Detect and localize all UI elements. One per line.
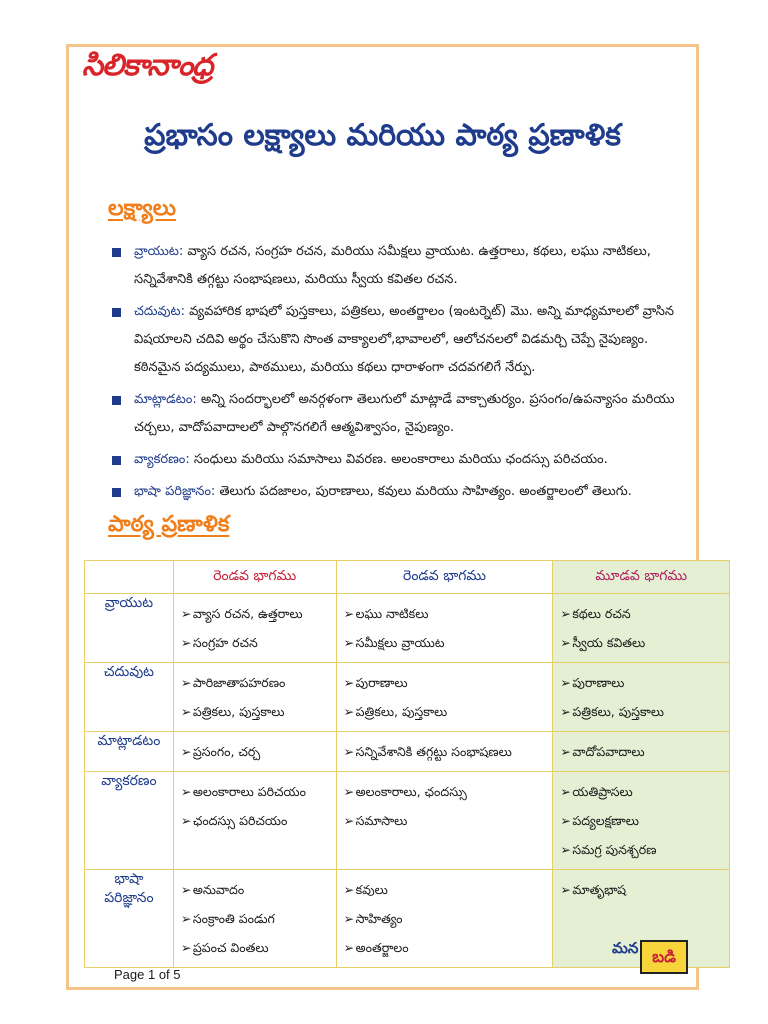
goal-item-writing (112, 238, 697, 294)
list-item: ➢ సంక్రాంతి పండుగ (181, 904, 329, 933)
arrow-bullet-icon: ➢ (343, 675, 355, 690)
arrow-bullet-icon: ➢ (343, 784, 355, 799)
list-item: ➢ మాతృభాష (560, 875, 722, 904)
list-item: ➢ సంగ్రహ రచన (181, 628, 329, 657)
table-cell (336, 663, 553, 732)
list-item: ➢ వాదోపవాదాలు (560, 737, 722, 766)
arrow-bullet-icon: ➢ (343, 882, 355, 897)
list-item: ➢ పురాణాలు (560, 668, 722, 697)
row-header: వ్రాయుట (85, 594, 174, 663)
arrow-bullet-icon: ➢ (560, 882, 571, 897)
arrow-bullet-icon: ➢ (180, 744, 192, 759)
arrow-bullet-icon: ➢ (343, 813, 355, 828)
table-cell (173, 594, 336, 663)
goal-term: మాట్లాడటం: (134, 392, 197, 407)
table-header-row (85, 561, 730, 594)
goal-desc: అన్ని సందర్భాలలో అనర్గళంగా తెలుగులో మాట్లాడే వాక్చాతుర్యం. ప్రసంగం/ఉపన్యాసం మరియు చర్చలు, వాదోపవాదాలలో పాల్గొనగలిగే ఆత్మవిశ్వాసం, నైపుణ్యం. (134, 392, 675, 435)
list-item: ➢ సన్నివేశానికి తగ్గట్టు సంభాషణలు (344, 737, 546, 766)
goal-term: వ్యాకరణం: (134, 452, 190, 467)
list-item: ➢ కవులు (344, 875, 546, 904)
table-cell (336, 594, 553, 663)
table-cell (173, 772, 336, 870)
list-item: ➢ సాహిత్యం (344, 904, 546, 933)
list-item: ➢ పారిజాతాపహరణం (181, 668, 329, 697)
list-item: ➢ వ్యాస రచన, ఉత్తరాలు (181, 599, 329, 628)
goal-term: భాషా పరిజ్ఞానం: (134, 484, 216, 499)
table-row (85, 594, 730, 663)
arrow-bullet-icon: ➢ (180, 911, 192, 926)
column-header: మూడవ భాగము (553, 561, 730, 594)
square-bullet-icon (112, 456, 121, 465)
table-cell (173, 663, 336, 732)
arrow-bullet-icon: ➢ (180, 784, 192, 799)
list-item: ➢ అలంకారాలు పరిచయం (181, 777, 329, 806)
row-header: వ్యాకరణం (85, 772, 174, 870)
goal-desc: వ్యవహారిక భాషలో పుస్తకాలు, పత్రికలు, అంతర్జాలం (ఇంటర్నెట్) మొ. అన్ని మాధ్యమాలలో వ్రాసిన విషయాలని చదివి అర్థం చేసుకొని సొంత వాక్యాలలో,భావాలలో, ఆలోచనలలో విడమర్చి చెప్పే నైపుణ్యం. కఠినమైన పద్యములు, పాఠములు, మరియు కథలు ధారాళంగా చదవగలిగే నేర్పు. (134, 304, 675, 375)
mana-logo-text: మన (612, 939, 639, 957)
list-item: ➢ పద్యలక్షణాలు (560, 806, 722, 835)
arrow-bullet-icon: ➢ (560, 704, 571, 719)
page-title: ప్రభాసం లక్ష్యాలు మరియు పాఠ్య ప్రణాళిక (144, 118, 621, 153)
list-item: ➢ లఘు నాటికలు (344, 599, 546, 628)
arrow-bullet-icon: ➢ (560, 675, 571, 690)
goal-item-grammar (112, 446, 697, 474)
arrow-bullet-icon: ➢ (560, 842, 571, 857)
syllabus-heading: పాఠ్య ప్రణాళిక (108, 512, 230, 537)
table-cell (336, 732, 553, 772)
arrow-bullet-icon: ➢ (560, 606, 571, 621)
list-item: ➢ సమీక్షలు వ్రాయుట (344, 628, 546, 657)
list-item: ➢ అలంకారాలు, ఛందస్సు (344, 777, 546, 806)
syllabus-table (84, 560, 730, 968)
goal-term: చదువుట: (134, 304, 185, 319)
arrow-bullet-icon: ➢ (560, 813, 571, 828)
list-item: ➢ సమగ్ర పునశ్చరణ (560, 835, 722, 864)
table-cell (173, 732, 336, 772)
arrow-bullet-icon: ➢ (343, 744, 355, 759)
goal-desc: సంధులు మరియు సమాసాలు వివరణ. అలంకారాలు మరియు ఛందస్సు పరిచయం. (189, 452, 608, 467)
row-header-line: పరిజ్ఞానం (104, 890, 154, 906)
arrow-bullet-icon: ➢ (343, 940, 355, 955)
table-row (85, 663, 730, 732)
siliconandhra-logo: సిలికానాంధ్ర (82, 48, 213, 83)
list-item: ➢ సమాసాలు (344, 806, 546, 835)
goal-desc: తెలుగు పదజాలం, పురాణాలు, కవులు మరియు సాహిత్యం. అంతర్జాలంలో తెలుగు. (215, 484, 632, 499)
list-item: ➢ ప్రసంగం, చర్చ (181, 737, 329, 766)
arrow-bullet-icon: ➢ (180, 675, 192, 690)
table-cell (553, 594, 730, 663)
arrow-bullet-icon: ➢ (343, 911, 355, 926)
goal-desc: వ్యాస రచన, సంగ్రహ రచన, మరియు సమీక్షలు వ్రాయుట. ఉత్తరాలు, కథలు, లఘు నాటికలు, సన్నివేశానికి తగ్గట్టు సంభాషణలు, మరియు స్వీయ కవితల రచన. (134, 244, 651, 287)
list-item: ➢ స్వీయ కవితలు (560, 628, 722, 657)
list-item: ➢ పత్రికలు, పుస్తకాలు (181, 697, 329, 726)
arrow-bullet-icon: ➢ (180, 940, 192, 955)
list-item: ➢ యతిప్రాసలు (560, 777, 722, 806)
arrow-bullet-icon: ➢ (343, 704, 355, 719)
row-header: చదువుట (85, 663, 174, 732)
row-header: మాట్లాడటం (85, 732, 174, 772)
goal-item-speaking (112, 386, 697, 442)
table-row (85, 772, 730, 870)
arrow-bullet-icon: ➢ (560, 784, 571, 799)
arrow-bullet-icon: ➢ (560, 635, 571, 650)
list-item: ➢ పత్రికలు, పుస్తకాలు (344, 697, 546, 726)
goals-list (112, 238, 697, 510)
page-number: Page 1 of 5 (114, 967, 181, 982)
column-header: రెండవ భాగము (173, 561, 336, 594)
list-item: ➢ ఛందస్సు పరిచయం (181, 806, 329, 835)
arrow-bullet-icon: ➢ (180, 606, 192, 621)
badi-logo-box: బడి (640, 940, 688, 974)
square-bullet-icon (112, 488, 121, 497)
table-row (85, 732, 730, 772)
list-item: ➢ కథలు రచన (560, 599, 722, 628)
row-header (85, 870, 174, 968)
column-header: రెండవ భాగము (336, 561, 553, 594)
table-cell (553, 663, 730, 732)
list-item: ➢ అంతర్జాలం (344, 933, 546, 962)
table-cell (336, 772, 553, 870)
goal-item-language-knowledge (112, 478, 697, 506)
mana-badi-logo (612, 936, 690, 980)
goals-heading: లక్ష్యాలు (108, 196, 176, 221)
list-item: ➢ పురాణాలు (344, 668, 546, 697)
square-bullet-icon (112, 308, 121, 317)
list-item: ➢ ప్రపంచ వింతలు (181, 933, 329, 962)
arrow-bullet-icon: ➢ (180, 813, 192, 828)
list-item: ➢ పత్రికలు, పుస్తకాలు (560, 697, 722, 726)
table-cell (173, 870, 336, 968)
table-cell (553, 732, 730, 772)
square-bullet-icon (112, 396, 121, 405)
table-cell (336, 870, 553, 968)
square-bullet-icon (112, 248, 121, 257)
arrow-bullet-icon: ➢ (343, 635, 355, 650)
row-header-line: భాషా (114, 871, 144, 887)
arrow-bullet-icon: ➢ (180, 882, 192, 897)
arrow-bullet-icon: ➢ (180, 704, 192, 719)
goal-item-reading (112, 298, 697, 382)
goal-term: వ్రాయుట: (134, 244, 184, 259)
table-corner-cell (85, 561, 174, 594)
arrow-bullet-icon: ➢ (560, 744, 571, 759)
arrow-bullet-icon: ➢ (343, 606, 355, 621)
arrow-bullet-icon: ➢ (180, 635, 192, 650)
list-item: ➢ అనువాదం (181, 875, 329, 904)
table-cell (553, 772, 730, 870)
